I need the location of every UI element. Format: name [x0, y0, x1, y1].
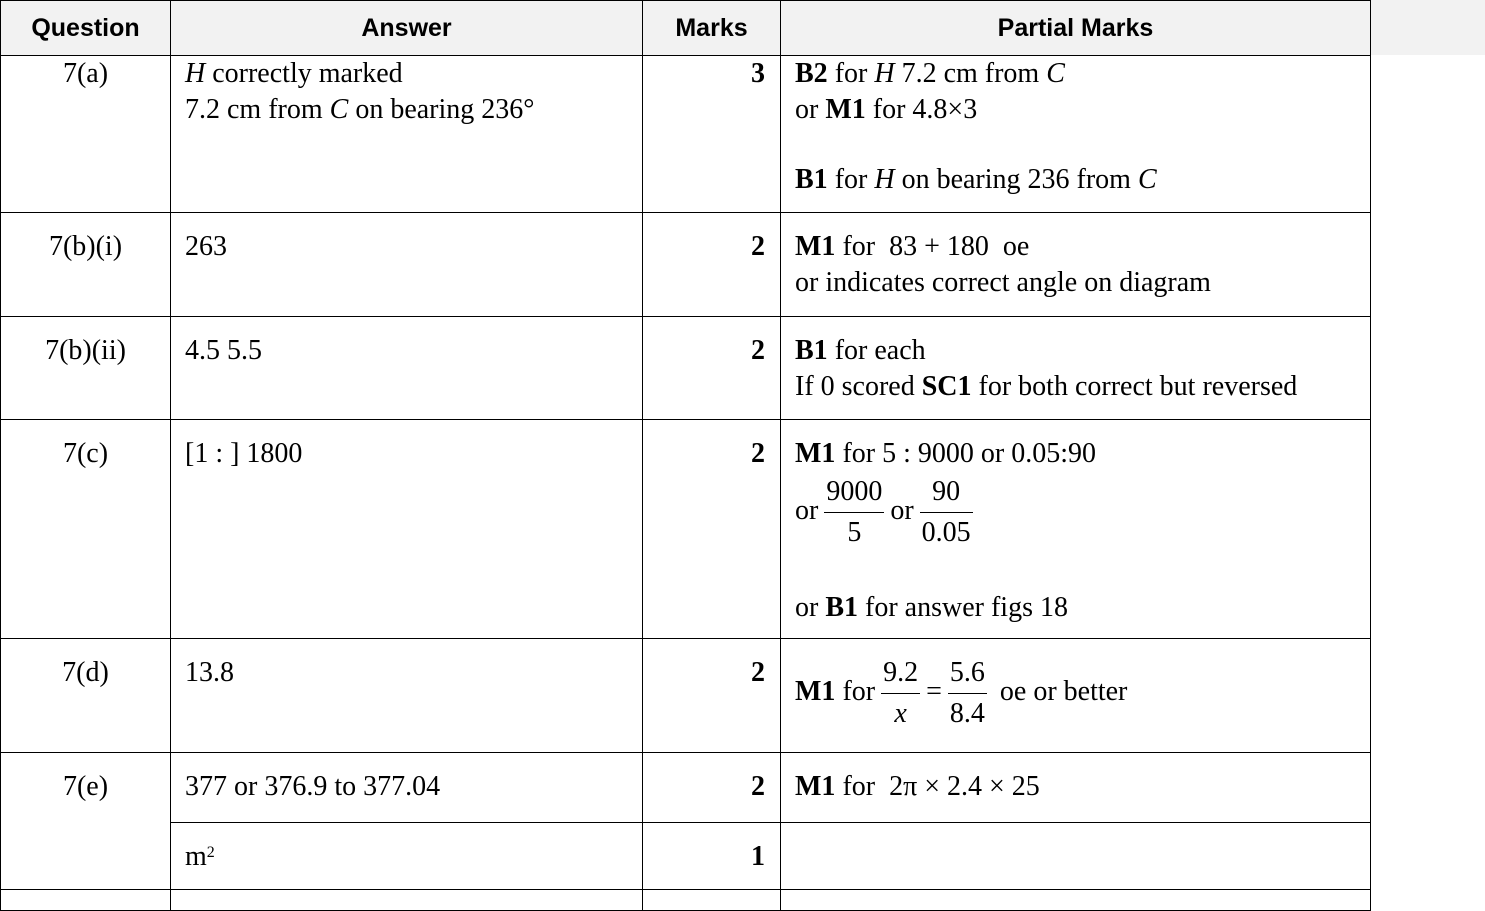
partial-marks-cell: [781, 213, 1371, 317]
fraction: [824, 472, 884, 553]
answer-cell: [171, 823, 643, 890]
partial-marks-cell: [781, 753, 1371, 823]
variable: H: [185, 58, 206, 89]
partial-text: for: [827, 58, 875, 89]
partial-line: [795, 92, 1370, 128]
variable: C: [1137, 164, 1157, 195]
variable: C: [1046, 58, 1065, 89]
marks-cell: 2: [643, 420, 781, 639]
fraction-numerator: 9000: [824, 472, 884, 513]
empty-cell: [1, 890, 171, 911]
partial-text: for: [835, 675, 876, 707]
partial-marks-cell: [781, 823, 1371, 890]
partial-text: oe or better: [992, 675, 1128, 707]
fraction-numerator: 5.6: [948, 653, 987, 694]
header-answer: Answer: [171, 1, 643, 56]
answer-cell: [171, 56, 643, 213]
mark-code: M1: [825, 94, 866, 125]
question-number: 7(b)(i): [1, 213, 171, 317]
mark-code: M1: [795, 438, 836, 469]
partial-line: [795, 333, 1370, 369]
partial-marks-cell: [781, 317, 1371, 420]
partial-fraction-line: [795, 472, 1370, 556]
header-partial-marks: Partial Marks: [781, 1, 1371, 56]
question-number: 7(c): [1, 420, 171, 639]
table-row: [1, 56, 1371, 213]
fraction: [881, 653, 920, 734]
answer-cell: 263: [171, 213, 643, 317]
answer-line: [185, 92, 642, 128]
header-question: Question: [1, 1, 171, 56]
partial-line: [795, 436, 1370, 472]
partial-line: [795, 56, 1370, 92]
table-row: [1, 639, 1371, 753]
mark-code: B2: [795, 58, 828, 89]
variable: H: [874, 58, 895, 89]
fraction-denominator: 0.05: [921, 517, 971, 548]
mark-code: M1: [795, 675, 836, 707]
partial-marks-cell: [781, 56, 1371, 213]
empty-cell: [171, 890, 643, 911]
answer-text: on bearing 236°: [348, 94, 535, 125]
table-row: [1, 213, 1371, 317]
partial-text: for: [827, 164, 875, 195]
table-row: [1, 823, 1371, 890]
unit-superscript: 2: [206, 844, 215, 861]
empty-cell: [643, 890, 781, 911]
partial-text: for 4.8×3: [865, 94, 978, 125]
partial-text: for answer figs 18: [858, 592, 1068, 623]
marks-cell: 2: [643, 317, 781, 420]
fraction: [920, 472, 973, 553]
fraction-denominator: 5: [847, 517, 862, 548]
partial-line: or indicates correct angle on diagram: [795, 267, 1211, 298]
partial-text: for 2π × 2.4 × 25: [835, 771, 1040, 802]
partial-text: If 0 scored: [795, 371, 922, 402]
mark-code: M1: [795, 771, 836, 802]
partial-text: for each: [827, 335, 926, 366]
mark-code: B1: [825, 592, 859, 623]
answer-cell: [1 : ] 1800: [171, 420, 643, 639]
variable: C: [329, 94, 349, 125]
answer-text: 7.2 cm from: [185, 94, 330, 125]
mark-code: B1: [795, 335, 828, 366]
question-number: 7(e): [1, 753, 171, 890]
marks-cell: 2: [643, 213, 781, 317]
partial-line: [795, 590, 1370, 626]
question-number: 7(b)(ii): [1, 317, 171, 420]
table-row: [1, 317, 1371, 420]
fraction-denominator: 8.4: [949, 698, 985, 729]
partial-text: for 83 + 180 oe: [835, 231, 1030, 262]
answer-cell: 377 or 376.9 to 377.04: [171, 753, 643, 823]
answer-cell: 13.8: [171, 639, 643, 753]
header-marks: Marks: [643, 1, 781, 56]
answer-line: [185, 56, 642, 92]
marks-cell: 2: [643, 639, 781, 753]
marks-cell: 3: [643, 56, 781, 213]
table-row: [1, 753, 1371, 823]
mark-code: SC1: [921, 371, 972, 402]
variable: H: [874, 164, 895, 195]
partial-text: or: [795, 94, 826, 125]
mark-code: B1: [795, 164, 828, 195]
partial-text: for both correct but reversed: [971, 371, 1298, 402]
fraction-denominator: x: [894, 698, 907, 729]
partial-marks-cell: [781, 639, 1371, 753]
fraction: [948, 653, 987, 734]
marks-cell: 2: [643, 753, 781, 823]
empty-cell: [781, 890, 1371, 911]
mark-code: M1: [795, 231, 836, 262]
fraction-numerator: 9.2: [881, 653, 920, 694]
answer-text: correctly marked: [205, 58, 403, 89]
equals-sign: =: [926, 675, 942, 707]
partial-text: or: [890, 494, 914, 526]
table-row: [1, 420, 1371, 639]
question-number: 7(a): [1, 56, 171, 213]
unit-text: m: [185, 841, 207, 872]
partial-marks-cell: [781, 420, 1371, 639]
partial-text: or: [795, 592, 826, 623]
partial-text: for 5 : 9000 or 0.05:90: [835, 438, 1096, 469]
header-row: [1, 1, 1371, 56]
marks-cell: 1: [643, 823, 781, 890]
question-number: 7(d): [1, 639, 171, 753]
partial-text: or: [795, 494, 819, 526]
partial-line: [795, 162, 1370, 198]
partial-line: [795, 769, 1370, 805]
partial-line: [795, 369, 1370, 405]
partial-text: on bearing 236 from: [894, 164, 1138, 195]
partial-text: 7.2 cm from: [894, 58, 1047, 89]
partial-line: [795, 229, 1370, 265]
answer-cell: 4.5 5.5: [171, 317, 643, 420]
partial-fraction-line: [795, 653, 1370, 734]
table-row-cutoff: [1, 890, 1371, 911]
fraction-numerator: 90: [920, 472, 973, 513]
